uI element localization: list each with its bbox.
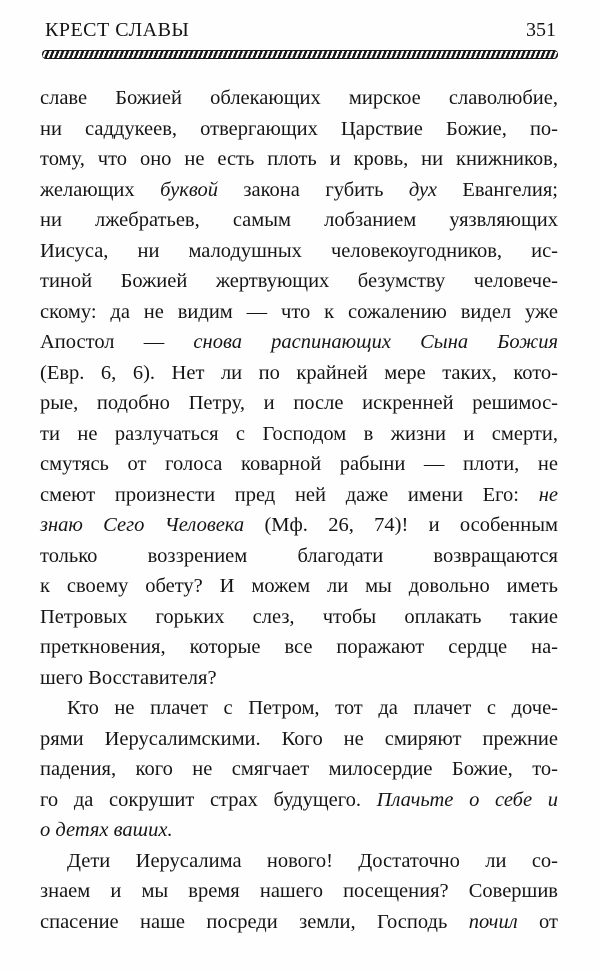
italic-text-segment: буквой <box>160 178 218 201</box>
italic-text-segment: о детях ваших. <box>40 819 173 841</box>
text-line <box>40 327 558 358</box>
text-segment: Иисуса, ни малодушных человекоугодников, ис- <box>40 239 558 262</box>
text-line <box>40 571 558 602</box>
page-number: 351 <box>526 19 556 41</box>
text-line <box>40 388 558 419</box>
text-segment: смеют произнести пред ней даже имени Его: <box>40 483 539 506</box>
text-line <box>40 846 558 877</box>
text-line <box>40 632 558 663</box>
text-line <box>40 419 558 450</box>
text-line <box>40 815 558 846</box>
text-segment: преткновения, которые все поражают сердце на- <box>40 636 558 658</box>
text-segment: (Мф. 26, 74)! и особенным <box>244 514 558 536</box>
text-segment: Дети Иерусалима нового! Достаточно ли со- <box>67 849 558 872</box>
text-line <box>40 449 558 480</box>
rope-divider <box>42 50 558 59</box>
italic-text-segment: не <box>538 483 558 506</box>
text-line <box>40 754 558 785</box>
text-segment: Евангелия; <box>436 178 558 201</box>
text-segment: только воззрением благодати возвращаются <box>40 544 558 567</box>
italic-text-segment: почил <box>468 910 518 933</box>
text-line <box>40 693 558 724</box>
text-segment: рые, подобно Петру, и после искренней решимос- <box>40 392 558 414</box>
text-line <box>40 663 558 694</box>
text-line <box>40 175 558 206</box>
text-line <box>40 724 558 755</box>
text-segment: рями Иерусалимскими. Кого не смиряют прежние <box>40 727 558 750</box>
italic-text-segment: Плачьте о себе и <box>376 788 558 811</box>
text-segment: тому, что оно не есть плоть и кровь, ни книжников, <box>40 148 558 170</box>
text-line <box>40 266 558 297</box>
text-line <box>40 144 558 175</box>
text-segment: шего Восставителя? <box>40 666 217 689</box>
text-line <box>40 785 558 816</box>
text-segment: Петровых горьких слез, чтобы оплакать такие <box>40 605 558 628</box>
text-segment: ни саддукеев, отвергающих Царствие Божие, по- <box>40 117 558 140</box>
italic-text-segment: снова распинающих Сына Божия <box>193 331 558 353</box>
text-line <box>40 907 558 938</box>
text-line <box>40 541 558 572</box>
text-segment: го да сокрушит страх будущего. <box>40 788 377 811</box>
text-line <box>40 114 558 145</box>
text-segment: падения, кого не смягчает милосердие Божие, то- <box>40 758 558 780</box>
text-segment: скому: да не видим — что к сожалению видел уже <box>40 300 558 323</box>
text-segment: спасение наше посреди земли, Господь <box>40 910 469 933</box>
text-segment: от <box>517 910 558 933</box>
text-segment: желающих <box>40 178 161 201</box>
text-line <box>40 205 558 236</box>
text-line <box>40 358 558 389</box>
text-segment: ни лжебратьев, самым лобзанием уязвляющих <box>40 209 558 231</box>
text-segment: знаем и мы время нашего посещения? Совершив <box>40 880 558 902</box>
text-line <box>40 602 558 633</box>
text-line <box>40 297 558 328</box>
text-segment: ти не разлучаться с Господом в жизни и смерти, <box>40 422 558 445</box>
text-segment: тиной Божией жертвующих безумству человече- <box>40 270 558 292</box>
chapter-title: КРЕСТ СЛАВЫ <box>45 19 190 41</box>
text-line <box>40 83 558 114</box>
text-line <box>40 480 558 511</box>
text-line <box>40 876 558 907</box>
text-segment: (Евр. 6, 6). Нет ли по крайней мере таких, кото- <box>40 361 558 384</box>
text-segment: Кто не плачет с Петром, тот да плачет с доче- <box>67 697 558 719</box>
text-segment: Апостол — <box>40 331 194 353</box>
text-segment: славе Божией облекающих мирское славолюбие, <box>40 87 558 109</box>
text-segment: закона губить <box>217 178 409 201</box>
italic-text-segment: знаю Сего Человека <box>40 514 245 536</box>
italic-text-segment: дух <box>408 178 437 201</box>
text-line <box>40 510 558 541</box>
running-head <box>0 0 600 43</box>
text-line <box>40 236 558 267</box>
text-segment: смутясь от голоса коварной рабыни — плоти, не <box>40 453 558 475</box>
text-lines <box>0 59 600 937</box>
text-segment: к своему обету? И можем ли мы довольно иметь <box>40 575 558 597</box>
